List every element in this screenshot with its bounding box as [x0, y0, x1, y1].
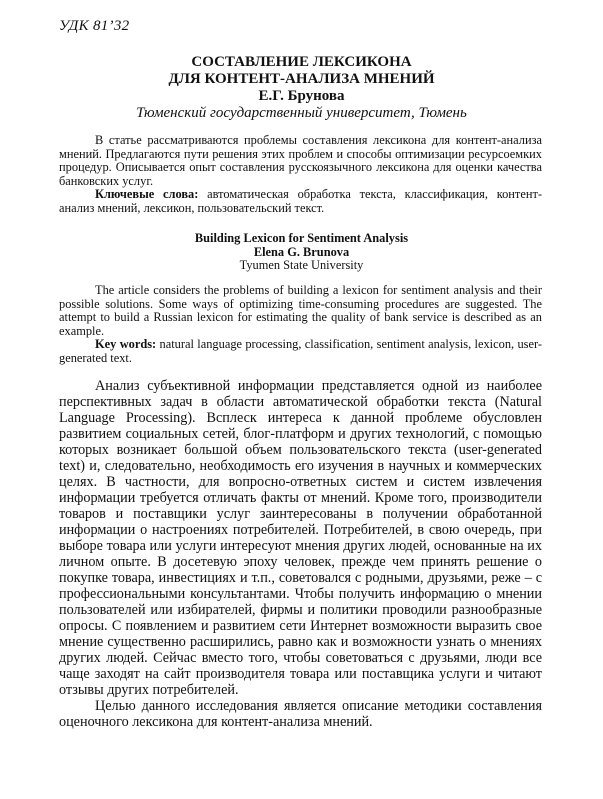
body-paragraph: Анализ субъективной информации представляется одной из наиболее перспективных задач в области автоматической обработки текста (Natural Language Processing). Всплеск интереса к данной проблеме обусловлен развитием социальных сетей, блог-платформ и других технологий, с помощью которых возникает большой объем пользовательского текста (user-generated text) и, следовательно, необходимость его изучения в научных и коммерческих целях. В частности, для вопросно-ответных систем и систем извлечения информации требуется отличать факты от мнений. Кроме того, производители товаров и поставщики услуг заинтересованы в получении обработанной информации о настроениях потребителей. Потребителей, в свою очередь, при выборе товара или услуги интересуют мнения других людей, основанные на их личном опыте. В досетевую эпоху человек, прежде чем принять решение о покупке товара, инвестициях и т.п., советовался с родными, друзьями, реже – с профессиональными консультантами. Чтобы получить информацию о мнении пользователей или избирателей, фирмы и политики проводили разнообразные опросы. С появлением и развитием сети Интернет возможности выразить свое мнение существенно расширились, равно как и возможности узнать о мнениях других людей. Сейчас вместо того, чтобы советоваться с друзьями, люди все чаще заходят на сайт производителя товара или поставщика услуги и читают отзывы других потребителей.: [59, 378, 542, 698]
author-name: Е.Г. Брунова: [258, 88, 345, 104]
english-abstract: [59, 284, 542, 366]
russian-keywords: [59, 188, 542, 215]
english-author: Elena G. Brunova: [253, 244, 350, 259]
russian-keywords-label: Ключевые слова:: [95, 187, 199, 202]
russian-abstract-text: В статье рассматриваются проблемы составления лексикона для контент-анализа мнений. Предлагаются пути решения этих проблем и способы оптимизации ресурсоемких процедур. Описывается опыт составления русскоязычного лексикона для оценки качества банковских услуг.: [59, 133, 542, 188]
article-header: [0, 54, 603, 122]
english-keywords: [59, 338, 542, 365]
english-header: [0, 232, 603, 273]
article-title-line-1: СОСТАВЛЕНИЕ ЛЕКСИКОНА: [191, 54, 412, 70]
english-title: Building Lexicon for Sentiment Analysis: [194, 231, 409, 245]
udc-code: УДК 81’32: [59, 18, 130, 34]
russian-abstract: [59, 134, 542, 216]
english-keywords-label: Key words:: [95, 337, 157, 352]
article-title-line-2: ДЛЯ КОНТЕНТ-АНАЛИЗА МНЕНИЙ: [168, 71, 435, 87]
article-body: [59, 378, 542, 730]
english-keywords-list: natural language processing, classification, sentiment analysis, lexicon, user-generated text.: [59, 337, 542, 365]
english-affiliation: Tyumen State University: [239, 258, 364, 273]
english-abstract-text: The article considers the problems of building a lexicon for sentiment analysis and their possible solutions. Some ways of optimizing time-consuming procedures are suggested. The attempt to build a Russian lexicon for estimating the quality of bank service is described as an example.: [59, 283, 542, 338]
body-paragraph: Целью данного исследования является описание методики составления оценочного лексикона для контент-анализа мнений.: [59, 698, 542, 730]
russian-keywords-list: автоматическая обработка текста, классификация, контент-анализ мнений, лексикон, пользовательский текст.: [59, 187, 543, 215]
author-affiliation: Тюменский государственный университет, Тюмень: [136, 105, 467, 121]
